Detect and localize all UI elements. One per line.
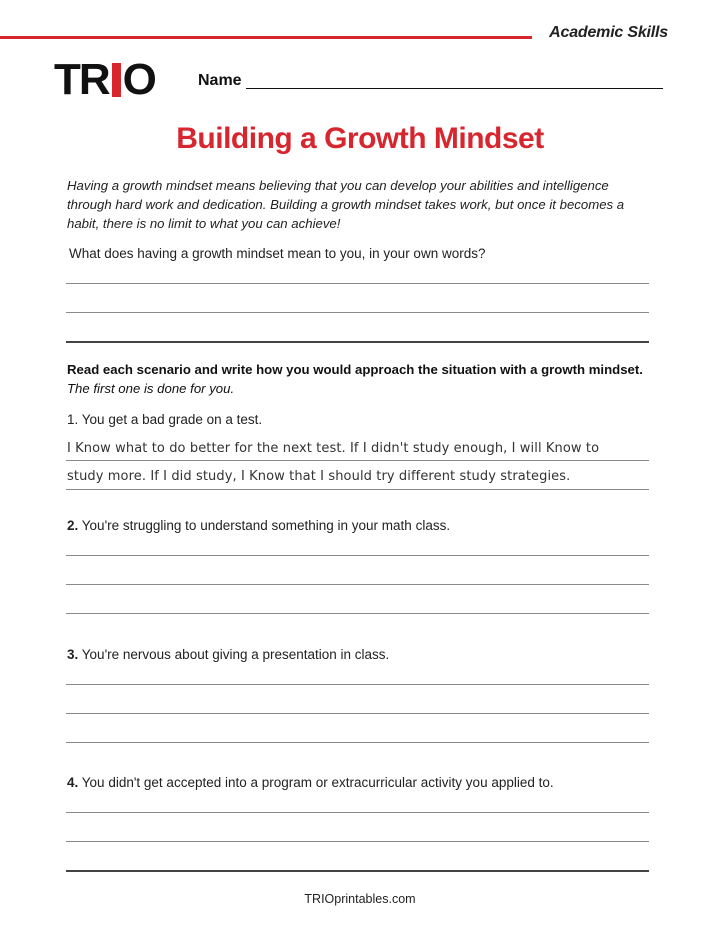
section-label: Academic Skills xyxy=(549,24,668,41)
answer-line[interactable] xyxy=(66,870,649,872)
name-field[interactable] xyxy=(246,88,663,89)
scenario-text: You didn't get accepted into a program or extracurricular activity you applied to. xyxy=(81,775,554,790)
trio-logo xyxy=(54,55,155,104)
scenario-1 xyxy=(67,412,262,427)
logo-text-right: O xyxy=(122,55,155,104)
page-title: Building a Growth Mindset xyxy=(176,122,544,155)
answer-line[interactable] xyxy=(66,555,649,556)
scenario-text: You get a bad grade on a test. xyxy=(81,412,263,427)
answer-line[interactable] xyxy=(66,283,649,284)
instructions-italic: The first one is done for you. xyxy=(67,381,235,396)
answer-line[interactable] xyxy=(66,312,649,313)
scenario-text: You're nervous about giving a presentation in class. xyxy=(81,647,390,662)
answer-line[interactable] xyxy=(66,613,649,614)
footer-website: TRIOprintables.com xyxy=(304,892,416,906)
header-accent-rule xyxy=(0,36,532,39)
answer-line[interactable] xyxy=(66,684,649,685)
name-label: Name xyxy=(198,72,242,89)
answer-line[interactable] xyxy=(66,341,649,343)
scenario-number: 4. xyxy=(67,775,79,790)
scenario-2 xyxy=(67,518,450,533)
scenario-3 xyxy=(67,647,389,662)
intro-paragraph: Having a growth mindset means believing that you can develop your abilities and intelligence through hard work and dedication. Building a growth mindset takes work, but once it becomes a habit, there is no limit to what you can achieve! xyxy=(67,178,625,231)
logo-red-bar xyxy=(112,63,121,97)
answer-line[interactable] xyxy=(66,584,649,585)
scenario-number: 2. xyxy=(67,518,79,533)
answer-line[interactable] xyxy=(66,742,649,743)
question-prompt: What does having a growth mindset mean to you, in your own words? xyxy=(69,246,486,261)
answer-line[interactable] xyxy=(66,713,649,714)
scenario-4 xyxy=(67,775,554,790)
handwritten-answer-line: study more. If I did study, I Know that I should try different study strategies. xyxy=(67,469,571,484)
answer-line[interactable] xyxy=(66,841,649,842)
scenario-number: 3. xyxy=(67,647,79,662)
instructions xyxy=(67,360,657,398)
logo-text-left: TR xyxy=(54,55,109,104)
answer-line[interactable] xyxy=(66,489,649,490)
answer-line[interactable] xyxy=(66,460,649,461)
scenario-text: You're struggling to understand something in your math class. xyxy=(81,518,451,533)
scenario-number: 1. xyxy=(67,412,79,427)
instructions-bold: Read each scenario and write how you would approach the situation with a growth mindset. xyxy=(67,362,643,377)
handwritten-answer-line: I Know what to do better for the next test. If I didn't study enough, I will Know to xyxy=(67,441,600,456)
answer-line[interactable] xyxy=(66,812,649,813)
